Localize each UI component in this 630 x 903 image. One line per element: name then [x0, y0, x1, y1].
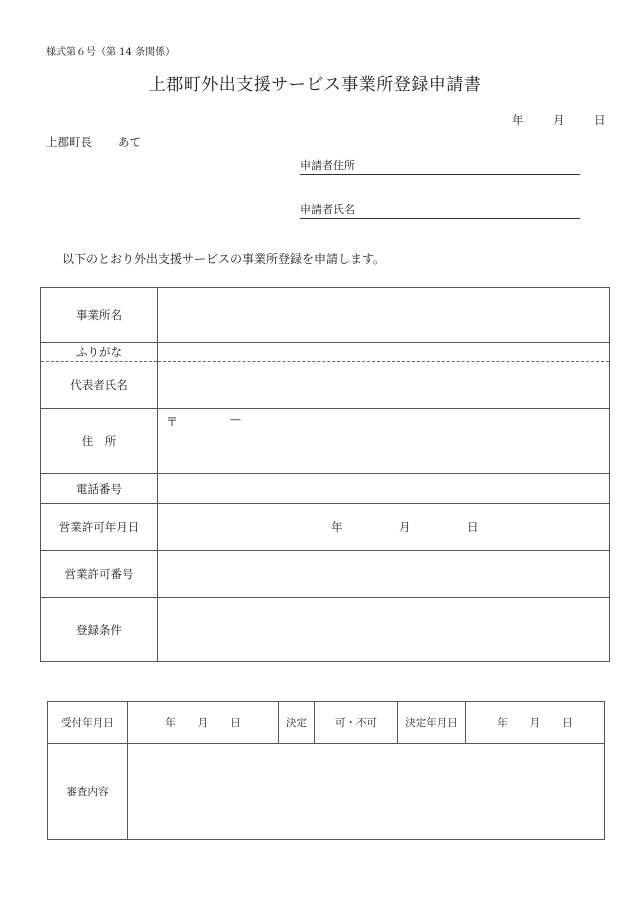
permit-date-field[interactable] [158, 504, 610, 551]
permit-number-field[interactable] [158, 551, 610, 598]
postal-dash: — [230, 413, 241, 426]
conditions-label: 登録条件 [41, 598, 158, 662]
conditions-field[interactable] [158, 598, 610, 662]
receipt-row [48, 702, 605, 744]
office-name-field[interactable] [158, 288, 610, 343]
date-month: 月 [553, 113, 565, 127]
received-date-label: 受付年月日 [48, 702, 128, 744]
postal-mark: 〒 [166, 415, 179, 429]
permit-number-label: 営業許可番号 [41, 551, 158, 598]
received-month: 月 [197, 717, 209, 729]
addressee [46, 134, 141, 150]
furigana-row [41, 343, 610, 362]
permit-number-row [41, 551, 610, 598]
review-row [48, 744, 605, 840]
phone-label: 電話番号 [41, 474, 158, 504]
application-table [40, 287, 610, 662]
addressee-suffix: あて [118, 135, 141, 149]
page-title: 上郡町外出支援サービス事業所登録申請書 [148, 75, 482, 95]
applicant-name-field[interactable] [300, 201, 580, 219]
office-name-row [41, 288, 610, 343]
received-day: 日 [230, 717, 241, 729]
addressee-name: 上郡町長 [46, 135, 92, 149]
date-day: 日 [594, 113, 606, 127]
permit-day: 日 [467, 520, 479, 534]
decision-year: 年 [497, 717, 508, 729]
representative-label: 代表者氏名 [41, 362, 158, 409]
representative-field[interactable] [158, 362, 610, 409]
form-number: 様式第６号（第 14 条関係） [46, 47, 176, 58]
representative-row [41, 362, 610, 409]
address-row [41, 409, 610, 474]
permit-year: 年 [331, 520, 343, 534]
decision-month: 月 [529, 717, 541, 729]
conditions-row [41, 598, 610, 662]
applicant-address-field[interactable] [300, 157, 580, 175]
permit-month: 月 [399, 520, 411, 534]
receipt-table [47, 701, 605, 840]
permit-date-label: 営業許可年月日 [41, 504, 158, 551]
decision-value[interactable]: 可・不可 [315, 702, 398, 744]
office-name-label: 事業所名 [41, 288, 158, 343]
furigana-label: ふりがな [41, 343, 158, 362]
permit-date-row [41, 504, 610, 551]
applicant-address-label: 申請者住所 [300, 159, 355, 172]
date-year: 年 [512, 113, 524, 127]
applicant-name-label: 申請者氏名 [300, 203, 355, 216]
phone-row [41, 474, 610, 504]
received-year: 年 [165, 717, 176, 729]
review-field[interactable] [128, 744, 605, 840]
decision-label: 決定 [279, 702, 315, 744]
address-label: 住 所 [41, 409, 158, 474]
decision-day: 日 [562, 717, 573, 729]
furigana-field[interactable] [158, 343, 610, 362]
review-label: 審査内容 [48, 744, 128, 840]
decision-date-field[interactable] [466, 702, 605, 744]
address-field[interactable] [158, 409, 610, 474]
intro-text: 以下のとおり外出支援サービスの事業所登録を申請します。 [62, 252, 386, 266]
phone-field[interactable] [158, 474, 610, 504]
decision-date-label: 決定年月日 [398, 702, 466, 744]
received-date-field[interactable] [128, 702, 279, 744]
